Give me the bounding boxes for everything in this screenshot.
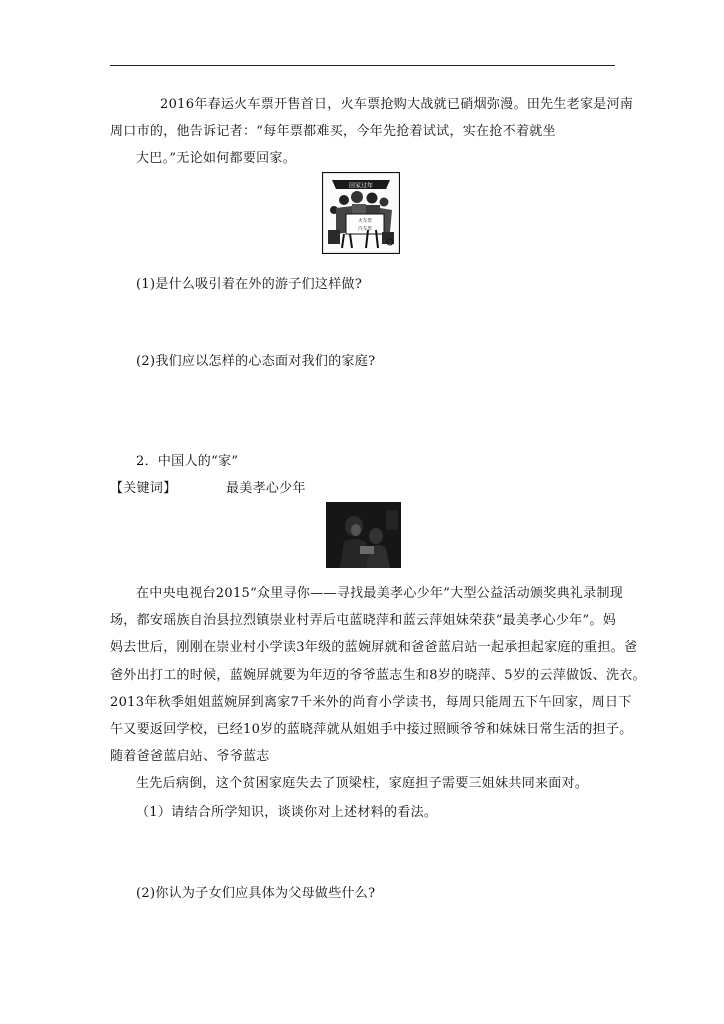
- section-heading: 2．中国人的“家”: [136, 454, 239, 469]
- keyword-value: 最美孝心少年: [226, 481, 306, 496]
- sign-text-2: 汽车票: [358, 227, 372, 232]
- passage2-line: 场，都安瑶族自治县拉烈镇崇业村弄后屯蓝晓萍和蓝云萍姐妹荣获“最美孝心少年”。妈: [110, 613, 616, 628]
- question-2: (2)我们应以怎样的心态面对我们的家庭?: [136, 354, 376, 369]
- passage2-line: 生先后病倒，这个贫困家庭失去了顶梁柱，家庭担子需要三姐妹共同来面对。: [136, 776, 589, 791]
- passage2-line: 2013年秋季姐姐蓝婉屏到离家7千米外的尚育小学读书，每周只能周五下午回家，周日下: [110, 695, 632, 710]
- photo-illustration: [326, 502, 401, 568]
- passage2-line: 在中央电视台2015“众里寻你——寻找最美孝心少年”大型公益活动颁奖典礼录制现: [136, 586, 624, 601]
- passage2-line: 午又要返回学校，已经10岁的蓝晓萍就从姐姐手中接过照顾爷爷和妹妹日常生活的担子。: [110, 722, 633, 737]
- question-4: (2)你认为子女们应具体为父母做些什么?: [136, 886, 376, 901]
- banner-text: 回家过年: [348, 182, 374, 190]
- photo-image: [326, 502, 401, 568]
- passage1-line: 大巴。”无论如何都要回家。: [136, 151, 297, 166]
- sign-text-1: 火车票: [358, 219, 372, 224]
- question-3: （1）请结合所学知识，谈谈你对上述材料的看法。: [136, 805, 438, 820]
- passage1-line: 2016年春运火车票开售首日，火车票抢购大战就已硝烟弥漫。田先生老家是河南: [160, 97, 634, 112]
- passage2-line: 爸外出打工的时候，蓝婉屏就要为年迈的爷爷蓝志生和8岁的晓萍、5岁的云萍做饭、洗衣。: [110, 668, 646, 683]
- passage2-line: 妈去世后，刚刚在崇业村小学读3年级的蓝婉屏就和爸爸蓝启站一起承担起家庭的重担。爸: [110, 640, 638, 655]
- question-1: (1)是什么吸引着在外的游子们这样做?: [136, 277, 363, 292]
- header-rule: [110, 65, 615, 66]
- keyword-label: 【关键词】: [110, 481, 177, 496]
- cartoon-illustration: [322, 172, 400, 254]
- passage2-line: 随着爸爸蓝启站、爷爷蓝志: [110, 749, 270, 764]
- cartoon-image: [322, 172, 400, 254]
- passage1-line: 周口市的，他告诉记者：“每年票都难买，今年先抢着试试，实在抢不着就坐: [110, 124, 556, 139]
